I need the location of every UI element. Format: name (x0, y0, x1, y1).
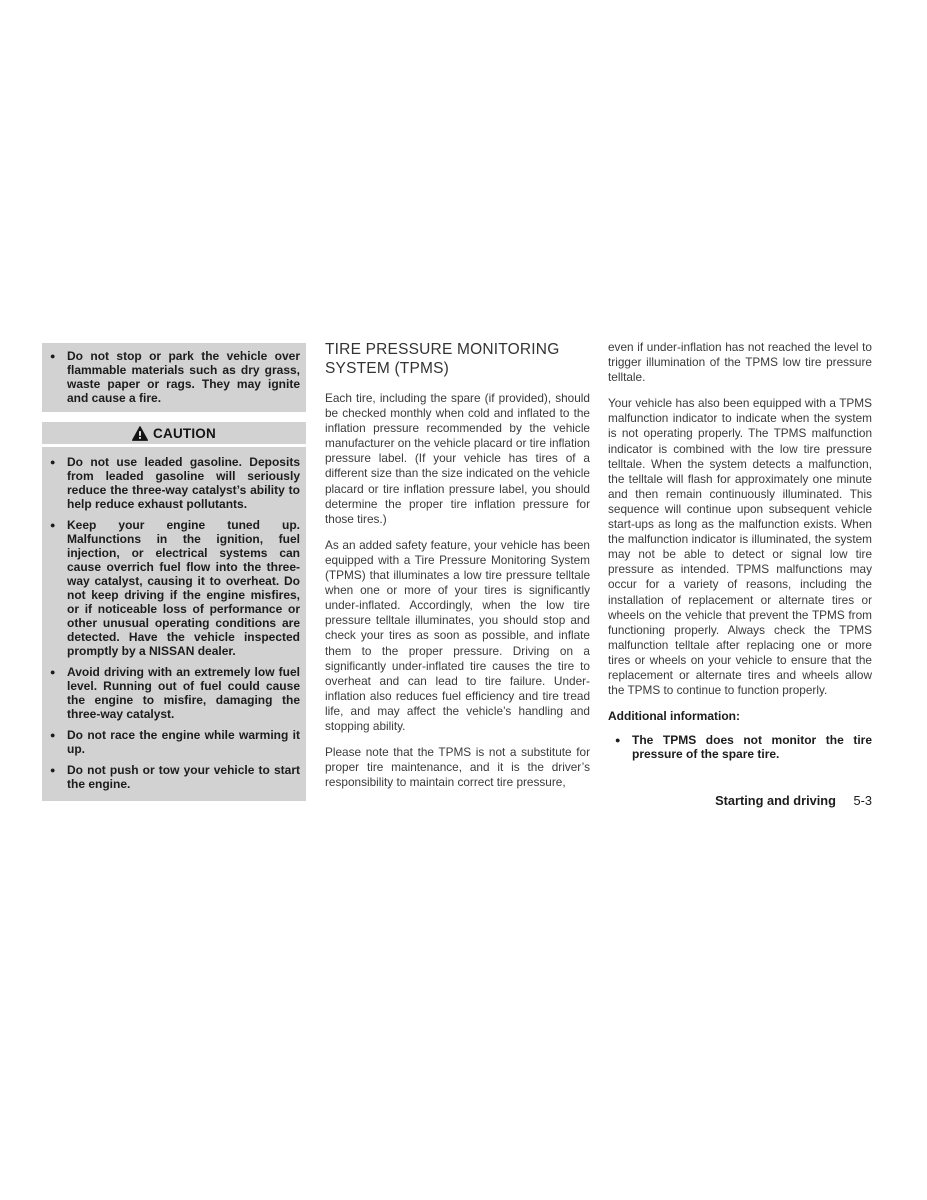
paragraph: Each tire, including the spare (if provided), should be checked monthly when cold and inflated to the inflation pressure recommended by the vehicle manufacturer on the vehicle placard or tire inflation pressure label. (If your vehicle has tires of a different size than the size indicated on the vehicle placard or tire inflation pressure label, you should determine the proper tire inflation pressure for those tires.) (325, 391, 590, 526)
list-item-text: Keep your engine tuned up. Malfunctions in the ignition, fuel injection, or electrical systems can cause overrich fuel flow into the three-way catalyst, causing it to overheat. Do not keep driving if the engine misfires, or if noticeable loss of performance or other unusual operating conditions are detected. Have the vehicle inspected promptly by a NISSAN dealer. (67, 518, 300, 658)
footer-section-title: Starting and driving (715, 793, 836, 809)
page-footer (608, 793, 872, 808)
left-column (42, 340, 306, 801)
list-item (50, 349, 300, 405)
paragraph: Please note that the TPMS is not a substitute for proper tire maintenance, and it is the driver’s responsibility to maintain correct tire pressure, (325, 745, 590, 790)
list-item-text: Do not push or tow your vehicle to start the engine. (67, 763, 300, 791)
section-heading: TIRE PRESSURE MONITORING SYSTEM (TPMS) (325, 341, 560, 377)
list-item (50, 728, 300, 756)
right-column (608, 340, 872, 808)
list-item (608, 733, 872, 761)
bullet-icon: ● (50, 457, 56, 467)
warning-triangle-icon (132, 426, 148, 441)
middle-column (325, 340, 590, 801)
caution-list (50, 455, 300, 791)
list-item-text: The TPMS does not monitor the tire pressure of the spare tire. (632, 733, 872, 762)
page-content (42, 340, 872, 808)
additional-info-list (608, 733, 872, 761)
paragraph: Your vehicle has also been equipped with a TPMS malfunction indicator to indicate when the system is not operating properly. The TPMS malfunction indicator is combined with the low tire pressure telltale. When the system detects a malfunction, the telltale will flash for approximately one minute and then remain continuously illuminated. This sequence will continue upon subsequent vehicle start-ups as long as the malfunction exists. When the malfunction indicator is illuminated, the system may not be able to detect or signal low tire pressure as intended. TPMS malfunctions may occur for a variety of reasons, including the installation of replacement or alternate tires or wheels on the vehicle that prevent the TPMS from functioning properly. Always check the TPMS malfunction telltale after replacing one or more tires or wheels on your vehicle to ensure that the replacement or alternate tires and wheels allow the TPMS to continue to function properly. (608, 396, 872, 698)
list-item (50, 518, 300, 658)
list-item (50, 665, 300, 721)
bullet-icon: ● (50, 520, 56, 530)
list-item-text: Do not race the engine while warming it up. (67, 728, 300, 756)
bullet-icon: ● (50, 667, 56, 677)
additional-info-label: Additional information: (608, 709, 740, 724)
caution-label: CAUTION (153, 425, 216, 441)
bullet-icon: ● (50, 765, 56, 775)
warning-list (50, 349, 300, 405)
caution-body-box (42, 447, 306, 801)
right-paragraphs (608, 340, 872, 698)
top-warning-box (42, 343, 306, 412)
list-item (50, 455, 300, 511)
list-item-text: Avoid driving with an extremely low fuel level. Running out of fuel could cause the engine to misfire, damaging the three-way catalyst. (67, 665, 300, 721)
tpms-paragraphs (325, 391, 590, 790)
bullet-icon: ● (50, 730, 56, 740)
list-item (50, 763, 300, 791)
caution-header (42, 422, 306, 444)
paragraph: As an added safety feature, your vehicle has been equipped with a Tire Pressure Monitoring System (TPMS) that illuminates a low tire pressure telltale when one or more of your tires is significantly under-inflated. Accordingly, when the low tire pressure telltale illuminates, you should stop and check your tires as soon as possible, and inflate them to the proper pressure. Driving on a significantly under-inflated tire causes the tire to overheat and can lead to tire failure. Under-inflation also reduces fuel efficiency and tire tread life, and may affect the vehicle’s handling and stopping ability. (325, 537, 590, 733)
bullet-icon: ● (615, 735, 621, 746)
bullet-icon: ● (50, 351, 56, 361)
paragraph: even if under-inflation has not reached the level to trigger illumination of the TPMS low tire pressure telltale. (608, 340, 872, 385)
list-item-text: Do not use leaded gasoline. Deposits from leaded gasoline will seriously reduce the three-way catalyst’s ability to help reduce exhaust pollutants. (67, 455, 300, 511)
footer-page-number: 5-3 (853, 793, 872, 809)
list-item-text: Do not stop or park the vehicle over flammable materials such as dry grass, waste paper or rags. They may ignite and cause a fire. (67, 349, 300, 405)
